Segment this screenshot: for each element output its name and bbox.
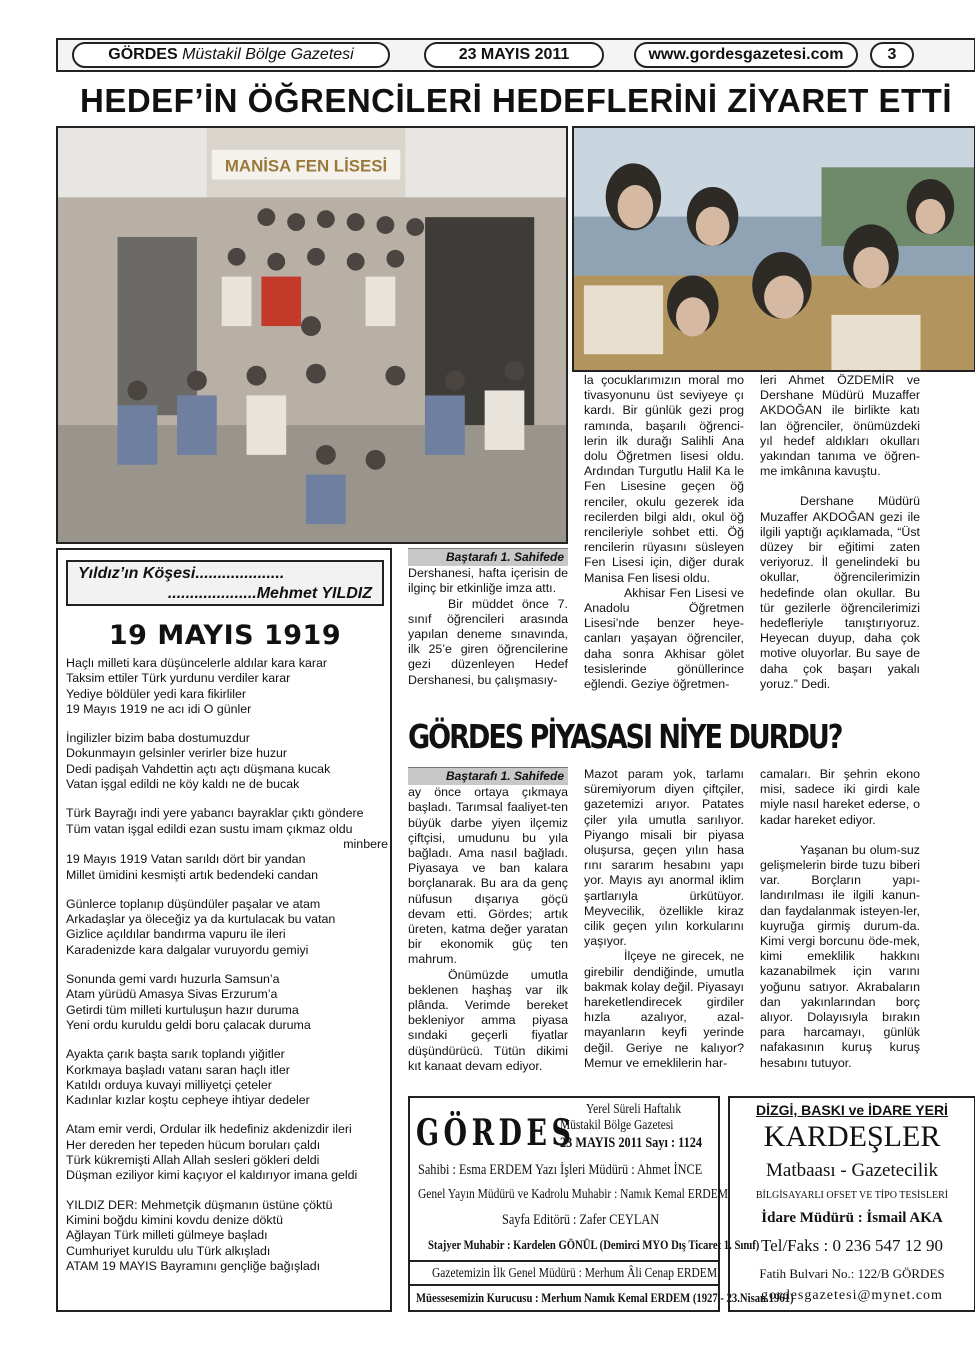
verse-line: Günlerce toplanıp düşündüler paşalar ve atam [66, 896, 321, 911]
verse-line: Yeni ordu kuruldu geldi boru çalacak duruma [66, 1017, 311, 1032]
paragraph: Önümüzde umutla beklenen haşhaş var ilk plânda. Verimde bereket bekleniyor amma piyasa sındaki geçerli fiyatlar düşündürücü. Tütün dikimi kıt kanaat devam ediyor. [408, 967, 568, 1073]
printer-phone: Tel/Faks : 0 236 547 12 90 [760, 1236, 944, 1255]
printer-tech: BİLGİSAYARLI OFSET VE TİPO TESİSLERİ [755, 1190, 949, 1201]
paragraph: Akhisar Fen Lisesi ve Anadolu Öğretmen Lisesi’nde benzer heye-canları yaşayan öğrenciler, daha sonra Akhisar gölet tesislerinde gönüllerince eğlendi. Geziye öğretmen- [584, 585, 744, 692]
school-sign: MANİSA FEN LİSESİ [224, 156, 388, 176]
paragraph: Bir müddet önce 7. sınıf öğrencileri arasında yapılan deneme sınavında, ilk 25’e giren öğrencilerine gezi düzenleyen Hedef Dershanesi, bu çalışmasıy- [408, 596, 568, 687]
masthead-type2: Müstakil Bölge Gazetesi [560, 1118, 674, 1133]
verse-line: Kadınlar kızlar koştu cepheye ihtiyar dedeler [66, 1093, 310, 1108]
verse-line: 19 Mayıs 1919 ne acı idi O günler [66, 701, 252, 716]
verse-line: Getirdi tüm milleti kurtuluşun hazır duruma [66, 1002, 299, 1017]
masthead-owner: Sahibi : Esma ERDEM Yazı İşleri Müdürü : Ahmet İNCE [418, 1162, 703, 1178]
verse-line: Türk Bayrağı indi yere yabancı bayraklar çıktı göndere [66, 806, 364, 821]
verse-line: Dokunmayın gelsinler verirler bize huzur [66, 746, 288, 761]
verse-line: Arkadaşlar ya öleceğiz ya da kurtulacak bu vatan [66, 912, 336, 927]
paragraph: Yaşanan bu olum-suz gelişmelerin birde tuzu biberi var. Borçların yapı-landırılması ile ilgili kanun-dan faydalanmak isteyen-ler, kuyruğa girmiş durum-da. Kimi vergi borcunu öde-mek, kimi emeklilik hakkını kazanabilmek için varını yoğunu satıyor. Akrabaların dan yakınlarından borç alıyor. Dolayısıyla bırakın para harcamayı, günlük nafakasının kuruş kuruş hesabını tutuyor. [760, 842, 920, 1070]
verse-line: Dedi padişah Vahdettin açtı açtı düşmana kucak [66, 761, 331, 776]
masthead-founder: Müessesemizin Kurucusu : Merhum Namık Kemal ERDEM (1927 - 23.Nisan.1961) [416, 1290, 794, 1305]
continued-tag: Baştarafı 1. Sahifede [408, 548, 568, 566]
continued-tag: Baştarafı 1. Sahifede [408, 767, 568, 785]
printer-manager: İdare Müdürü : İsmail AKA [761, 1210, 943, 1226]
article1-col1 [408, 548, 568, 688]
masthead-date-issue: 23 MAYIS 2011 Sayı : 1124 [560, 1135, 703, 1151]
printer-name: KARDEŞLER [763, 1120, 941, 1153]
verse-line: Atam yürüdü Amasya Sivas Erzurum’a [66, 987, 278, 1002]
verse-line: Her dereden her tepeden hücum boruları çaldı [66, 1137, 321, 1152]
stanza [66, 1122, 388, 1183]
poem-title: 19 MAYIS 1919 [108, 620, 342, 651]
stanza [66, 1198, 388, 1274]
printer-address: Fatih Bulvari No.: 122/B GÖRDES [759, 1266, 945, 1281]
verse-line: Türk kükremişti Allah Allah sesleri gökleri deldi [66, 1153, 320, 1168]
stanza [66, 1047, 388, 1108]
verse-line: Taksim ettiler Türk yurdunu verdiler karar [66, 671, 291, 686]
divider [410, 1284, 718, 1286]
verse-line: Düşman eziliyor kimi kaçıyor el kaldırıyor imana geldi [66, 1168, 358, 1183]
column-author: ....................Mehmet YILDIZ [167, 585, 372, 602]
website-link[interactable]: www.gordesgazetesi.com [634, 42, 858, 68]
masthead-box [408, 1096, 794, 1312]
page-number: 3 [870, 42, 914, 68]
verse-line: 19 Mayıs 1919 Vatan sarıldı dört bir yandan [66, 852, 306, 867]
printer-email[interactable]: gordesgazetesi@mynet.com [761, 1288, 943, 1303]
main-headline: HEDEF’İN ÖĞRENCİLERİ HEDEFLERİNİ ZİYARET ETTİ [79, 82, 952, 119]
column-section: Yıldız’ın Köşesi.................... [78, 565, 285, 582]
poem-body [66, 656, 388, 1288]
paragraph: leri Ahmet ÖZDEMİR ve Dershane Müdürü Muzaffer AKDOĞAN ile birlikte katı lan öğrenciler, önümüzdeki yıl hedef aldıkları okulları yakından tanıma ve öğren-me imkânına kavuştu. [760, 373, 920, 479]
paragraph: camaları. Bir şehrin ekono misi, sadece iki girdi kale miyle nasıl hareket ederse, o kadar hareket ediyor. [760, 767, 920, 827]
paragraph: ay önce ortaya çıkmaya başladı. Tarımsal faaliyet-ten büyük darbe yiyen ilçemiz çiftçisi, umudunu bu yıla bağladı. Ama nasıl bağladı. Piyasaya ve ban kalara borçlanarak. Bu ara da genç nüfusun dışarıya göçü devam etti. Gördes; artık üreten, katma değer yaratan bir ekonomik güç ten mahrum. [408, 785, 568, 967]
stanza [66, 806, 388, 882]
photo-students-school [56, 126, 568, 544]
verse-line: minbere [343, 836, 388, 851]
verse-line: Katıldı orduya kuvayi milliyetçi çeteler [66, 1077, 272, 1092]
paragraph: Dershane Müdürü Muzaffer AKDOĞAN gezi ile ilgili yaptığı açıklamada, “Üst düzey bir eğitimi zaten veriyoruz. İl genelindeki bu okullar, öğrencilerimizin hedefinde olan okullar. Bu tür gezilerle öğrencilerimizi hedefleriyle tanıştırıyoruz. Heyecan duyup, daha çok motive oluyorlar. Bu saye de daha çok başarı yakalı yoruz.” Dedi. [760, 494, 920, 691]
printer-heading: DİZGİ, BASKI ve İDARE YERİ [756, 1102, 948, 1118]
verse-line: Yediye böldüler yedi kara fikirliler [66, 686, 246, 701]
verse-line: Ayakta çarık başta sarık toplandı yiğitler [66, 1047, 285, 1062]
masthead-general-manager: Genel Yayın Müdürü ve Kadrolu Muhabir : Namık Kemal ERDEM [418, 1187, 728, 1202]
photo-students-amusement [572, 126, 975, 372]
article2-col1 [408, 767, 568, 1074]
paragraph: Mazot param yok, tarlamı süremiyorum diyen çiftçiler, gazetemizi arıyor. Patates çiler yıla umutla sarılıyor. Piyango misali bir piyasa oluşursa, geçen yılın hasa rını sararım hesabını yapı yor. Mayıs ayı anormal iklim şartlarıyla ürkütüyor. Meyvecilik, özellikle kiraz cilik geçen yılın korkularını yaşıyor. [584, 767, 744, 949]
masthead-type1: Yerel Süreli Haftalık [586, 1102, 682, 1117]
paragraph: Dershanesi, hafta içerisin de ilginç bir etkinliğe imza attı. [408, 566, 568, 596]
article2-headline: GÖRDES PİYASASI NİYE DURDU? [408, 717, 842, 756]
verse-line: Kimini boğdu kimini kovdu denize döktü [66, 1212, 283, 1227]
verse-line: YILDIZ DER: Mehmetçik düşmanın üstüne çöktü [66, 1197, 333, 1212]
verse-line: Karadenizde kara dalgalar vuruyordu gemiyi [66, 942, 309, 957]
article2-col2 [584, 767, 744, 1071]
stanza [66, 897, 388, 958]
masthead-name: GÖRDES [416, 1112, 576, 1154]
paragraph: la çocuklarımızın moral mo tivasyonunu üst seviyeye çı kardı. Bir günlük gezi prog ramında, başarılı öğrenci-lerin ilk durağı Salihli Ana dolu Öğretmen lisesi oldu. Ardından Turgutlu Halil Ka le Fen Lisesine geçen öğ renciler, okulu gezerek ida recilerden bilgi aldı, okul öğ rencileriyle sohbet etti. Öğ rencilerin rüyasını süsleyen Fen Lisesi için, diğer durak Manisa Fen lisesi oldu. [584, 373, 744, 585]
verse-line: Millet ümidini kesmişti artık bedendeki candan [66, 867, 319, 882]
verse-line: Gizlice açıldılar bandırma vapuru ile ileri [66, 927, 286, 942]
verse-line: Ağlayan Türk milleti gülmeye başladı [66, 1228, 268, 1243]
issue-date: 23 MAYIS 2011 [424, 42, 604, 68]
masthead-editor: Sayfa Editörü : Zafer CEYLAN [502, 1212, 660, 1228]
stanza [66, 972, 388, 1033]
verse-line: Korkmaya başladı vatanı saran haçlı itler [66, 1062, 290, 1077]
verse-line: Cumhuriyet kuruldu ulu Türk alkışladı [66, 1243, 271, 1258]
paper-name-pill [72, 42, 390, 68]
article1-col2 [584, 373, 744, 692]
printer-subtitle: Matbaası - Gazetecilik [766, 1160, 938, 1181]
paper-subtitle: Müstakil Bölge Gazetesi [182, 46, 354, 63]
masthead-first-gm: Gazetemizin İlk Genel Müdürü : Merhum Âli Cenap ERDEM [432, 1266, 718, 1281]
column-box [56, 548, 392, 1312]
page-header-bar [56, 38, 975, 72]
divider [410, 1260, 718, 1262]
printer-box [728, 1096, 975, 1312]
verse-line: Sonunda gemi vardı huzurla Samsun’a [66, 972, 280, 987]
article2-col3 [760, 767, 920, 1071]
column-header [66, 560, 384, 606]
masthead-intern: Stajyer Muhabir : Kardelen GÖNÜL (Demirci MYO Dış Ticaret 1. Sınıf) [428, 1237, 760, 1252]
paper-name: GÖRDES [108, 46, 178, 63]
verse-line: Vatan işgal edildi ne köy kaldı ne de bucak [66, 777, 300, 792]
verse-line: İngilizler bizim baba dostumuzdur [66, 731, 250, 746]
verse-line: Tüm vatan işgal edildi ezan sustu imam çıkmaz oldu [66, 821, 353, 836]
paragraph: İlçeye ne girecek, ne girebilir dendiğinde, umutla bakmak kolay değil. Piyasayı hareketlendirecek girdiler hızla azalıyor, azal-mayanların keyfi yerinde değil. Geriye ne kalıyor? Memur ve emeklilerin har- [584, 949, 744, 1070]
stanza [66, 731, 388, 792]
verse-line: Haçlı milleti kara düşüncelerle aldılar kara karar [66, 656, 327, 670]
verse-line: ATAM 19 MAYIS Bayramını gençliğe bağışladı [66, 1258, 321, 1273]
stanza [66, 656, 388, 717]
article1-col3 [760, 373, 920, 692]
verse-line: Atam emir verdi, Ordular ilk hedefiniz akdenizdir ileri [66, 1122, 352, 1137]
